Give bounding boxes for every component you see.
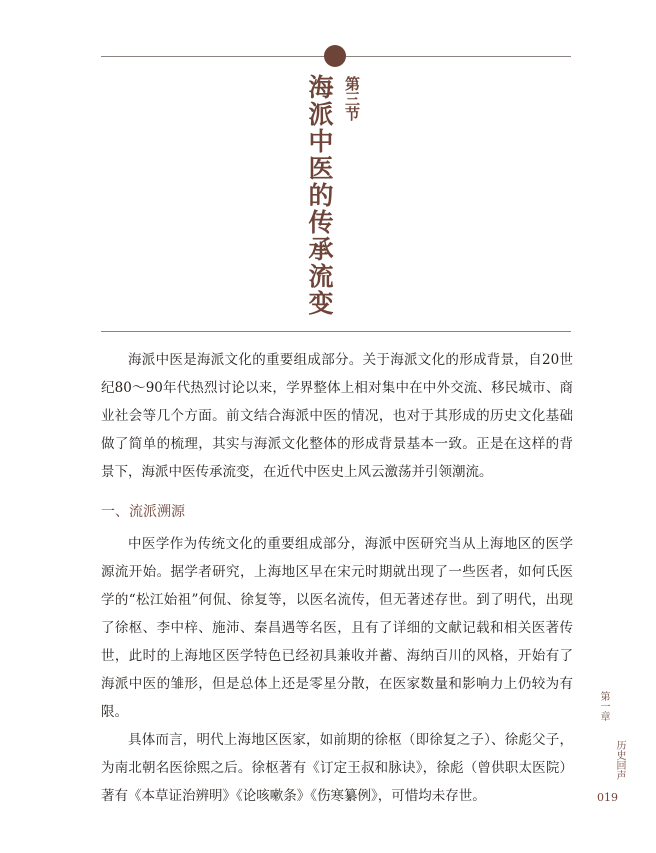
running-subject-label: 历史回声: [614, 740, 625, 780]
section-title: 海派中医的传承流变: [305, 74, 334, 317]
running-chapter-label: 第一章: [598, 691, 609, 721]
subsection-heading: 一、流派溯源: [101, 504, 185, 520]
intro-paragraph: 海派中医是海派文化的重要组成部分。关于海派文化的形成背景，自20世纪80～90年代热烈讨论以来，学界整体上相对集中在中外交流、移民城市、商业社会等几个方面。前文结合海派中医的情况，也对于其形成的历史文化基础做了简单的梳理，其实与海派文化整体的形成背景基本一致。正是在这样的背景下，海派中医传承流变，在近代中医史上风云激荡并引领潮流。: [101, 352, 573, 480]
page-number: 019: [597, 791, 618, 804]
body-paragraph: 具体而言，明代上海地区医家，如前期的徐枢（即徐复之子）、徐彪父子，为南北朝名医徐熙之后。徐枢著有《订定王叔和脉诀》，徐彪（曾供职太医院）著有《本草证治辨明》《论咳嗽条》《伤寒纂例》，可惜均未存世。: [101, 732, 573, 804]
ornament-dot: [324, 45, 346, 67]
section-label: 第三节: [343, 76, 361, 121]
bottom-rule: [101, 331, 571, 332]
body-paragraph: 中医学作为传统文化的重要组成部分，海派中医研究当从上海地区的医学源流开始。据学者研究，上海地区早在宋元时期就出现了一些医者，如何氏医学的“松江始祖”何侃、徐复等，以医名流传，但无著述存世。到了明代，出现了徐枢、李中梓、施沛、秦昌遇等名医，且有了详细的文献记载和相关医著传世，此时的上海地区医学特色已经初具兼收并蓄、海纳百川的风格，开始有了海派中医的雏形，但是总体上还是零星分散，在医家数量和影响力上仍较为有限。: [101, 536, 573, 720]
body-content: [101, 346, 573, 810]
